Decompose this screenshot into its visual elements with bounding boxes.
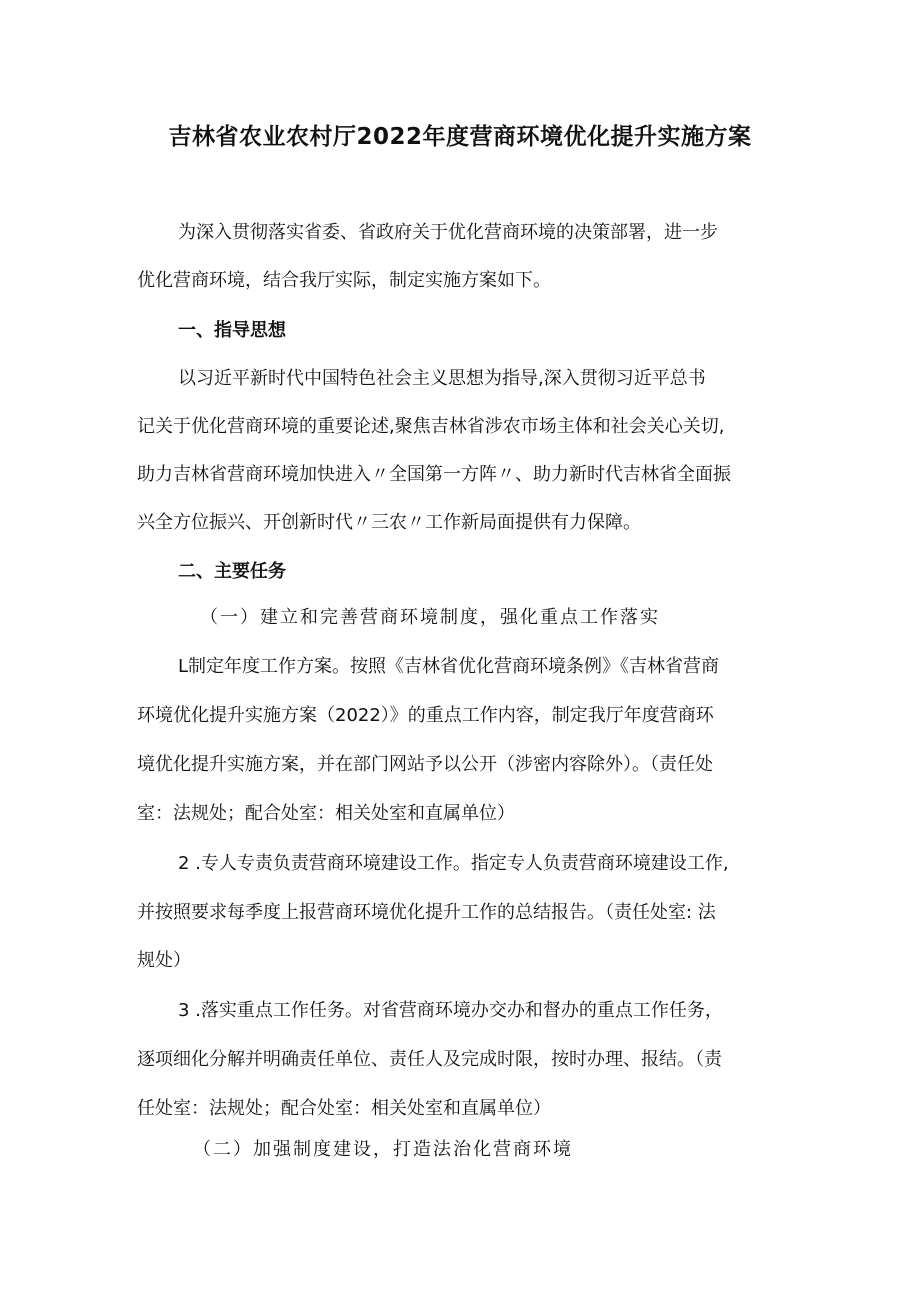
subsection-heading-1: （一）建立和完善营商环境制度，强化重点工作落实	[200, 607, 660, 628]
section-heading-guiding-ideology: 一、指导思想	[178, 320, 286, 341]
document-title: 吉林省农业农村厅2022年度营商环境优化提升实施方案	[168, 124, 752, 150]
paragraph-line: 记关于优化营商环境的重要论述,聚焦吉林省涉农市场主体和社会关心关切,	[137, 416, 725, 437]
intro-line-1: 为深入贯彻落实省委、省政府关于优化营商环境的决策部署，进一步	[178, 222, 718, 243]
item-line: 室：法规处；配合处室：相关处室和直属单位）	[137, 803, 515, 824]
paragraph-line: 以习近平新时代中国特色社会主义思想为指导,深入贯彻习近平总书	[178, 368, 706, 389]
item-line: 逐项细化分解并明确责任单位、责任人及完成时限，按时办理、报结。（责	[137, 1049, 722, 1070]
intro-line-2: 优化营商环境，结合我厅实际，制定实施方案如下。	[137, 270, 551, 291]
paragraph-line: 兴全方位振兴、开创新时代〃三农〃工作新局面提供有力保障。	[137, 512, 641, 533]
item-line: 任处室：法规处；配合处室：相关处室和直属单位）	[137, 1098, 551, 1119]
item-line: 环境优化提升实施方案（2022）》的重点工作内容，制定我厅年度营商环	[137, 705, 714, 726]
section-heading-main-tasks: 二、主要任务	[178, 561, 286, 582]
item-line: 境优化提升实施方案，并在部门网站予以公开（涉密内容除外）。（责任处	[137, 754, 713, 775]
item-line: 规处）	[137, 950, 191, 971]
paragraph-line: 助力吉林省营商环境加快进入〃全国第一方阵〃、助力新时代吉林省全面振	[137, 464, 731, 485]
item-line: L制定年度工作方案。按照《吉林省优化营商环境条例》《吉林省营商	[178, 656, 720, 677]
item-line: 3 .落实重点工作任务。对省营商环境办交办和督办的重点工作任务，	[178, 1000, 723, 1021]
subsection-heading-2: （二）加强制度建设，打造法治化营商环境	[193, 1139, 573, 1160]
item-line: 2 .专人专责负责营商环境建设工作。指定专人负责营商环境建设工作,	[178, 853, 729, 874]
item-line: 并按照要求每季度上报营商环境优化提升工作的总结报告。（责任处室: 法	[137, 902, 716, 923]
